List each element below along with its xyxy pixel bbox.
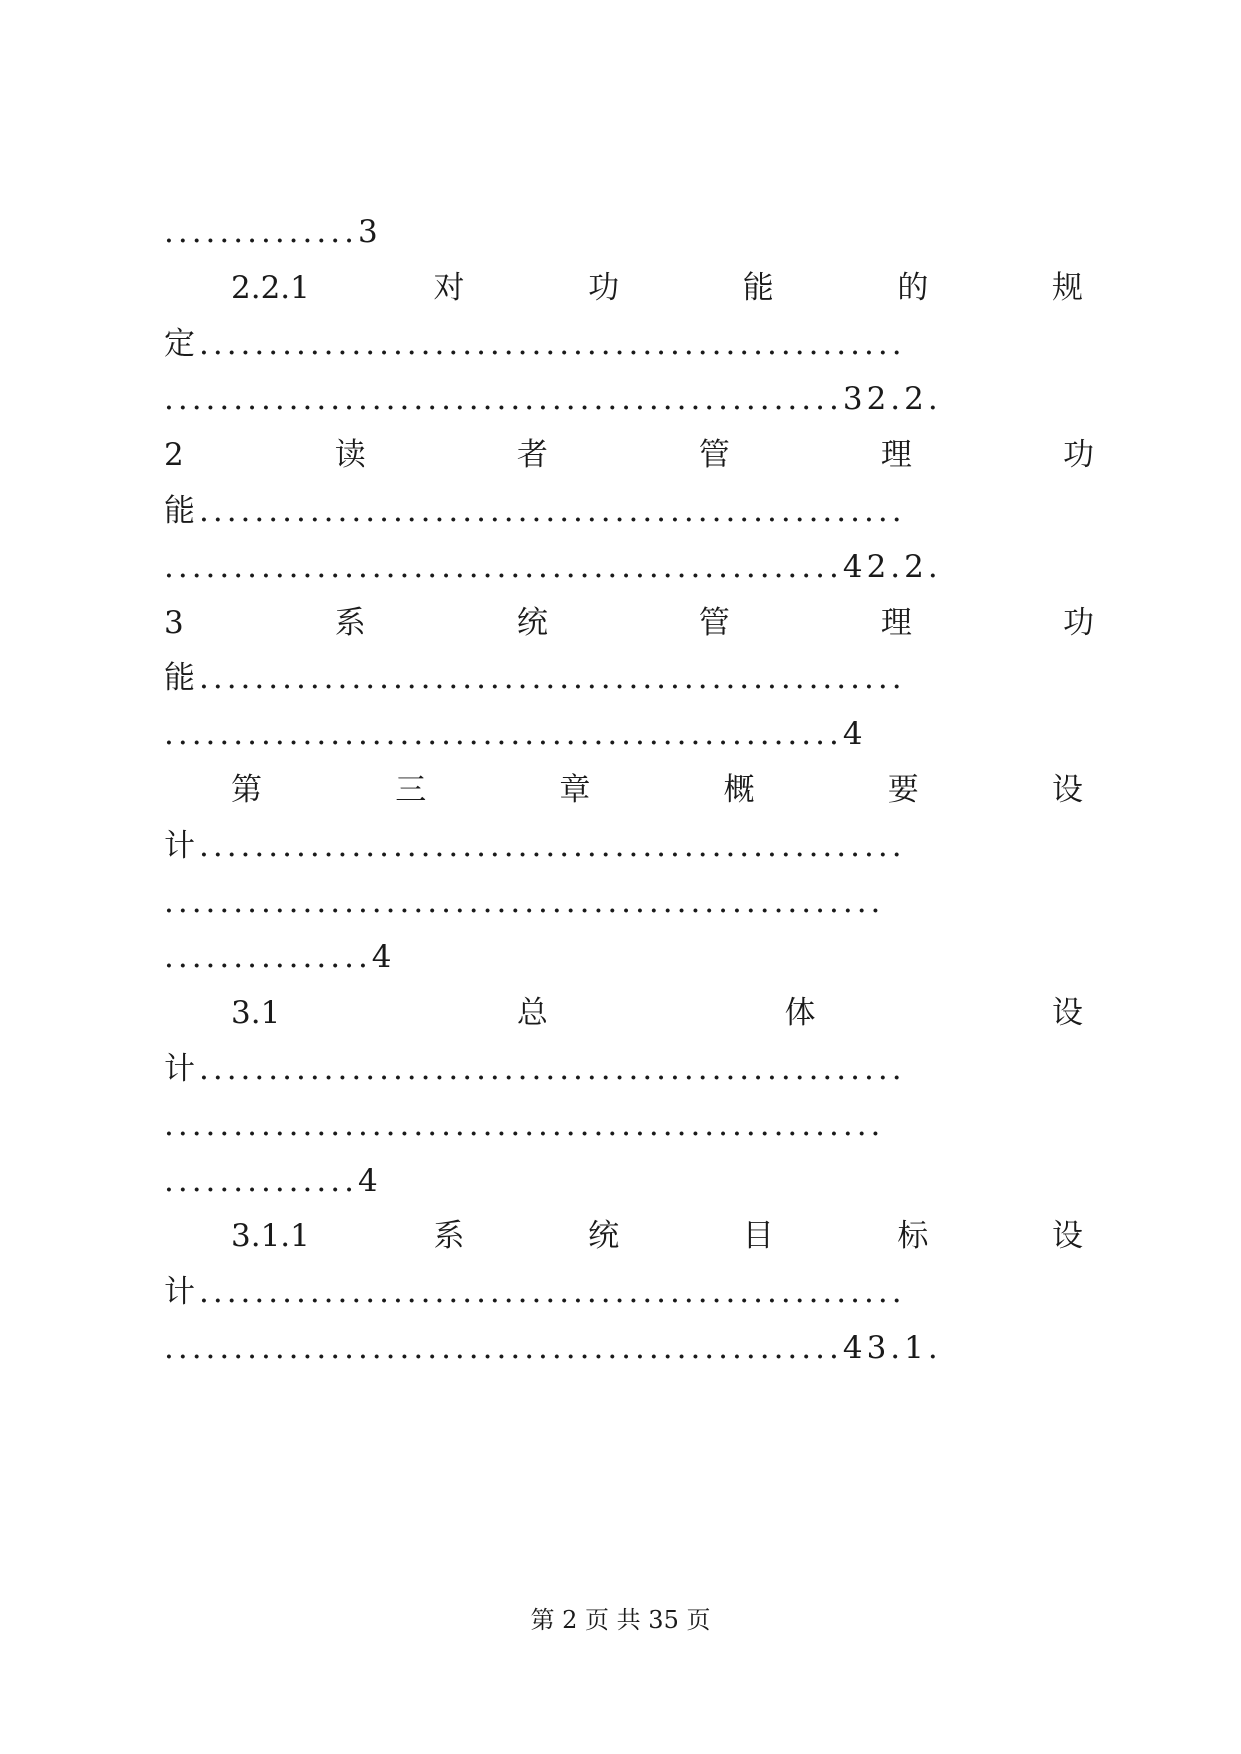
toc-entry-token: 的 xyxy=(897,269,929,306)
toc-entry-heading-line xyxy=(231,993,1083,1033)
toc-leader-line: 计................................................... xyxy=(164,827,906,864)
toc-leader-line: ..............4 xyxy=(164,1162,382,1199)
toc-leader-line: .................................................4 xyxy=(164,716,867,753)
toc-leader-line: 计................................................... xyxy=(164,1274,906,1311)
toc-entry-token: 者 xyxy=(516,437,548,474)
toc-entry-token: 设 xyxy=(1051,772,1083,808)
toc-entry-token: 设 xyxy=(1051,1218,1083,1255)
toc-entry-heading-line xyxy=(231,268,1083,308)
toc-entry-token: 3.1.1 xyxy=(231,1218,310,1255)
toc-entry-token: 体 xyxy=(784,995,816,1032)
toc-entry-token: 系 xyxy=(433,1218,465,1255)
toc-entry-token: 2.2.1 xyxy=(231,269,310,306)
toc-leader-line: ...............4 xyxy=(164,939,396,976)
toc-entry-token: 理 xyxy=(880,437,912,474)
toc-leader-line: .................................................43.1. xyxy=(164,1330,942,1366)
toc-entry-token: 理 xyxy=(880,604,912,641)
toc-leader-line: 能................................................... xyxy=(164,660,906,697)
toc-entry-token: 3 xyxy=(164,604,184,641)
toc-entry-heading-line xyxy=(231,1216,1083,1256)
toc-entry-token: 3.1 xyxy=(231,995,281,1032)
toc-entry-heading-line xyxy=(164,603,1094,643)
toc-entry-token: 统 xyxy=(588,1218,620,1255)
toc-entry-token: 目 xyxy=(742,1218,774,1255)
toc-entry-token: 三 xyxy=(395,772,427,808)
toc-entry-token: 要 xyxy=(887,772,919,808)
toc-entry-token: 统 xyxy=(516,604,548,641)
toc-entry-token: 管 xyxy=(698,437,730,474)
toc-entry-heading-line xyxy=(164,435,1094,475)
toc-leader-line: .................................................... xyxy=(164,1106,885,1143)
toc-entry-heading-line xyxy=(231,770,1083,810)
toc-entry-token: 系 xyxy=(334,604,366,641)
toc-leader-line: .................................................42.2. xyxy=(164,548,942,585)
toc-entry-token: 标 xyxy=(897,1218,929,1255)
toc-leader-line: ..............3 xyxy=(164,214,382,250)
toc-entry-token: 总 xyxy=(516,995,548,1032)
toc-entry-token: 概 xyxy=(723,772,755,808)
toc-leader-line: 定................................................... xyxy=(164,325,906,362)
toc-leader-line: 计................................................... xyxy=(164,1051,906,1087)
toc-entry-token: 读 xyxy=(334,437,366,474)
toc-entry-token: 管 xyxy=(698,604,730,641)
toc-leader-line: .................................................32.2. xyxy=(164,381,942,418)
toc-entry-token: 能 xyxy=(742,269,774,306)
toc-entry-token: 功 xyxy=(1062,604,1094,641)
toc-entry-token: 第 xyxy=(231,772,262,808)
toc-entry-token: 章 xyxy=(559,772,591,808)
toc-entry-token: 2 xyxy=(164,437,184,474)
toc-entry-token: 设 xyxy=(1052,995,1083,1032)
toc-leader-line: 能................................................... xyxy=(164,493,906,529)
toc-leader-line: .................................................... xyxy=(164,883,885,920)
toc-entry-token: 规 xyxy=(1051,269,1083,306)
toc-entry-token: 功 xyxy=(588,269,620,306)
toc-entry-token: 功 xyxy=(1062,437,1094,474)
toc-entry-token: 对 xyxy=(433,269,465,306)
page-footer: 第 2 页 共 35 页 xyxy=(530,1606,711,1634)
